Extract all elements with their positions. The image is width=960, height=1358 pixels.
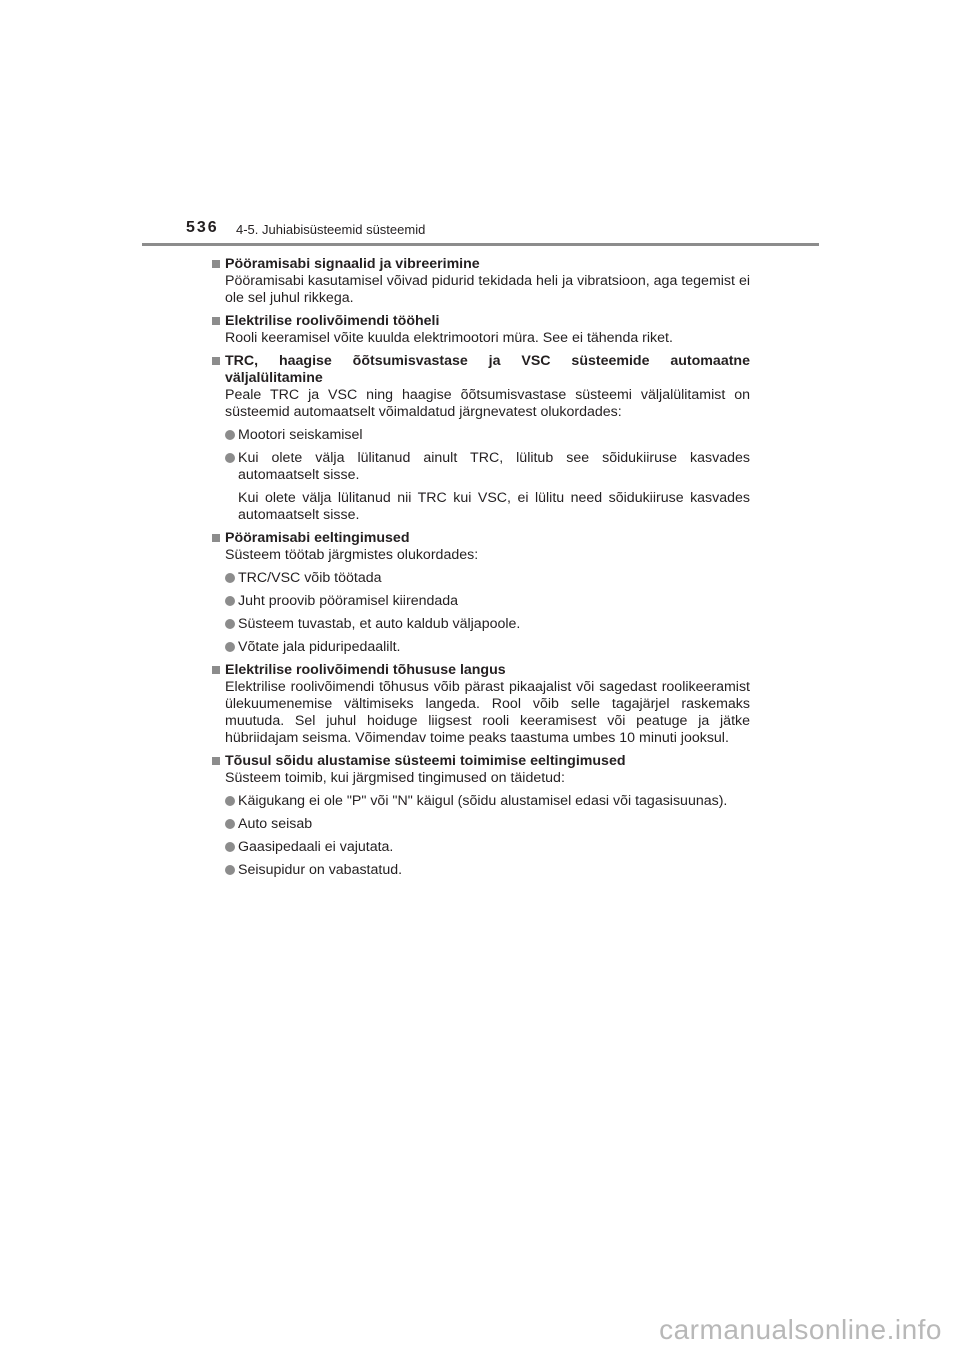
square-bullet-icon	[212, 357, 220, 365]
list-item: Süsteem tuvastab, et auto kaldub väljapoole.	[225, 616, 750, 633]
round-bullet-icon	[225, 819, 235, 829]
square-bullet-icon	[212, 317, 220, 325]
list-item: Juht proovib pööramisel kiirendada	[225, 593, 750, 610]
section-heading: Tõusul sõidu alustamise süsteemi toimimise eeltingimused	[210, 753, 750, 770]
list-item: Seisupidur on vabastatud.	[225, 862, 750, 879]
section-trc-vsc-auto-reenable	[210, 353, 750, 524]
section-heading: Elektrilise roolivõimendi tõhususe langus	[210, 662, 750, 679]
list-item: Kui olete välja lülitanud ainult TRC, lülitub see sõidukiiruse kasvades automaatselt sisse.	[225, 450, 750, 484]
round-bullet-icon	[225, 430, 235, 440]
round-bullet-icon	[225, 596, 235, 606]
list-item: Mootori seiskamisel	[225, 427, 750, 444]
round-bullet-icon	[225, 619, 235, 629]
square-bullet-icon	[212, 757, 220, 765]
list-item: Käigukang ei ole "P" või "N" käigul (sõidu alustamisel edasi või tagasisuunas).	[225, 793, 750, 810]
list-item: Auto seisab	[225, 816, 750, 833]
section-eps-efficiency-drop	[210, 662, 750, 747]
round-bullet-icon	[225, 842, 235, 852]
round-bullet-icon	[225, 453, 235, 463]
section-paragraph: Süsteem töötab järgmistes olukordades:	[225, 547, 479, 563]
chapter-title: 4-5. Juhiabisüsteemid süsteemid	[236, 222, 426, 237]
section-paragraph: Süsteem toimib, kui järgmised tingimused on täidetud:	[225, 770, 565, 786]
square-bullet-icon	[212, 534, 220, 542]
bullet-subparagraph: Kui olete välja lülitanud nii TRC kui VSC, ei lülitu need sõidukiiruse kasvades automaatselt sisse.	[238, 490, 750, 523]
list-item: Gaasipedaali ei vajutata.	[225, 839, 750, 856]
section-paragraph: Elektrilise roolivõimendi tõhusus võib pärast pikaajalist või sagedast roolikeeramist ülekuumenemise vältimiseks langeda. Rool võib selle tagajärjel raskemaks muutuda. Sel juhul hoiduge liigsest rooli keeramisest või peatuge ja jätke hübriidajam seisma. Võimendav toime peaks taastuma umbes 10 minuti jooksul.	[225, 679, 750, 746]
section-hill-start-conditions	[210, 753, 750, 879]
section-heading: Pööramisabi eeltingimused	[210, 530, 750, 547]
square-bullet-icon	[212, 666, 220, 674]
section-turn-assist-conditions	[210, 530, 750, 656]
section-paragraph: Rooli keeramisel võite kuulda elektrimootori müra. See ei tähenda riket.	[225, 330, 673, 346]
section-eps-noise	[210, 313, 750, 347]
header-rule	[142, 243, 819, 246]
section-heading: TRC, haagise õõtsumisvastase ja VSC süsteemide automaatne väljalülitamine	[210, 353, 750, 387]
square-bullet-icon	[212, 260, 220, 268]
section-paragraph: Pööramisabi kasutamisel võivad pidurid tekidada heli ja vibratsioon, aga tegemist ei ole sel juhul rikkega.	[225, 273, 750, 306]
round-bullet-icon	[225, 796, 235, 806]
list-item: Võtate jala piduripedaalilt.	[225, 639, 750, 656]
section-heading: Elektrilise roolivõimendi tööheli	[210, 313, 750, 330]
page-number: 536	[186, 219, 219, 236]
site-watermark: carmanualsonline.info	[659, 1314, 942, 1345]
round-bullet-icon	[225, 642, 235, 652]
round-bullet-icon	[225, 573, 235, 583]
list-item: TRC/VSC võib töötada	[225, 570, 750, 587]
content-body	[210, 256, 750, 885]
section-heading: Pööramisabi signaalid ja vibreerimine	[210, 256, 750, 273]
section-turn-assist-signals	[210, 256, 750, 307]
section-paragraph: Peale TRC ja VSC ning haagise õõtsumisvastase süsteemi väljalülitamist on süsteemid automaatselt võimaldatud järgnevatest olukordades:	[225, 387, 750, 420]
round-bullet-icon	[225, 865, 235, 875]
